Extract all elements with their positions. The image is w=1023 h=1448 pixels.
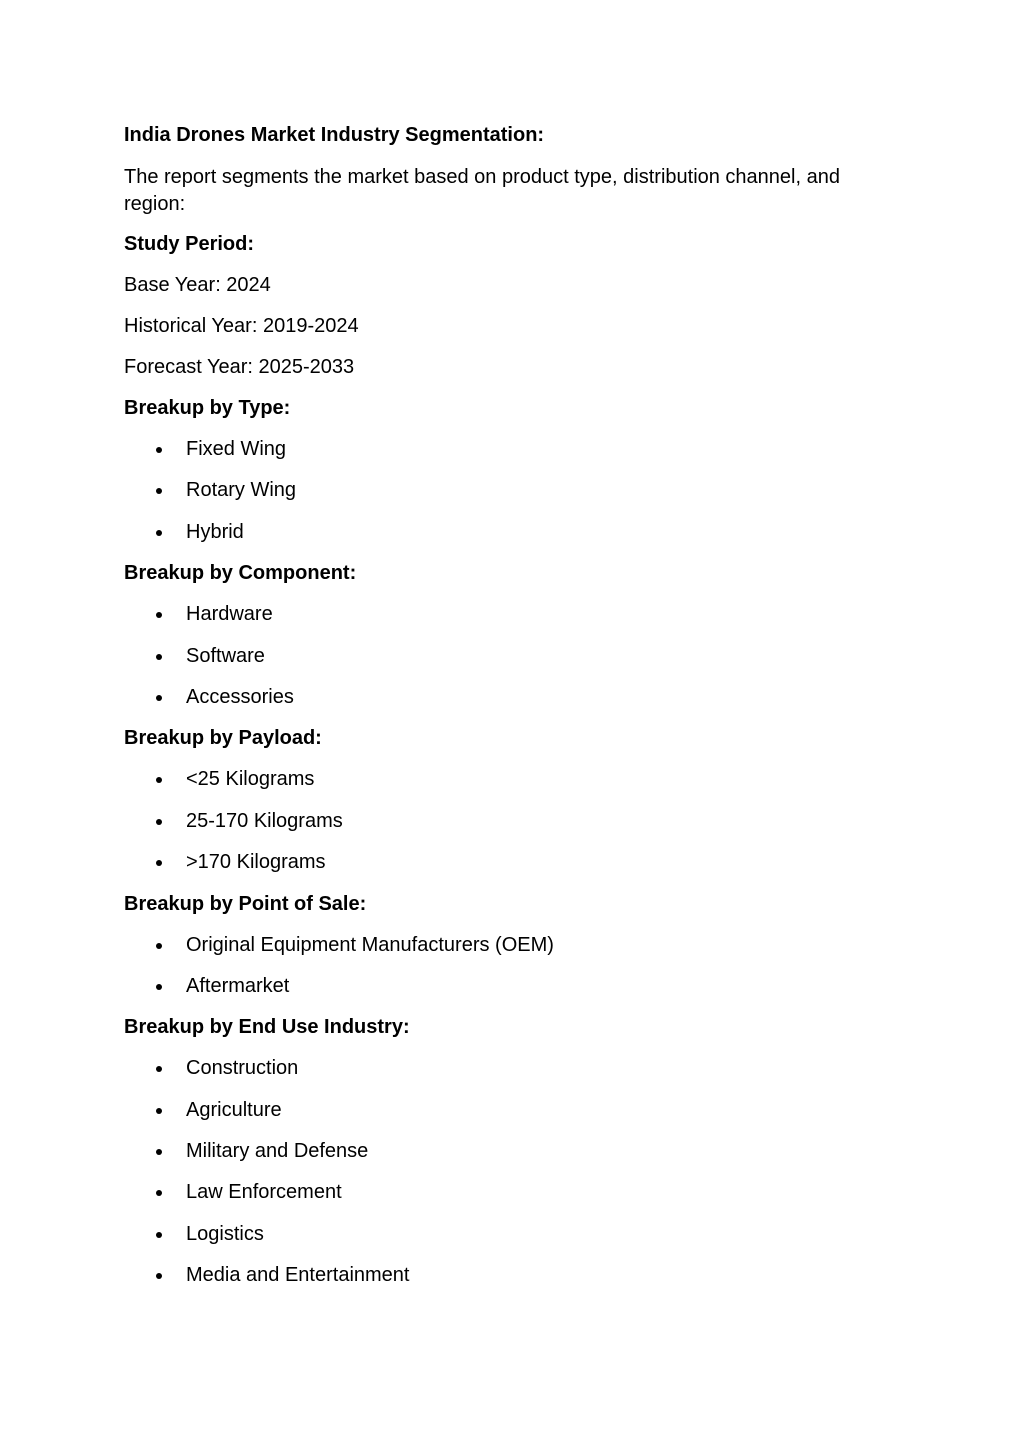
list-item (124, 974, 884, 998)
list-item (124, 520, 884, 544)
bullet-icon (156, 984, 162, 990)
list-item (124, 1222, 884, 1246)
list-item (124, 1139, 884, 1163)
document-page (124, 123, 884, 1305)
bullet-icon (156, 654, 162, 660)
list-item (124, 1180, 884, 1204)
list-item-label: Hybrid (186, 520, 244, 543)
list-item-label: 25-170 Kilograms (186, 809, 343, 832)
historical-year-text: Historical Year: 2019-2024 (124, 315, 359, 337)
list-item-label: Software (186, 644, 265, 667)
list-item-label: Fixed Wing (186, 438, 287, 460)
list-item-label: Construction (186, 1057, 299, 1080)
bullet-icon (156, 1149, 162, 1155)
list-item-label: Rotary Wing (186, 479, 297, 502)
list-item (124, 1056, 884, 1080)
component-list (124, 602, 884, 709)
bullet-icon (156, 447, 162, 453)
list-item-label: Aftermarket (186, 974, 290, 997)
list-item (124, 850, 884, 874)
bullet-icon (156, 488, 162, 494)
list-item (124, 1098, 884, 1122)
section-heading-point-of-sale: Breakup by Point of Sale: (124, 892, 367, 915)
list-item-label: Original Equipment Manufacturers (OEM) (186, 933, 554, 956)
list-item-label: Agriculture (186, 1098, 282, 1121)
bullet-icon (156, 1066, 162, 1072)
list-item (124, 809, 884, 833)
section-heading-end-use-industry: Breakup by End Use Industry: (124, 1016, 410, 1039)
section-heading-payload: Breakup by Payload: (124, 727, 322, 750)
list-item-label: Law Enforcement (186, 1181, 342, 1204)
list-item-label: Media and Entertainment (186, 1264, 410, 1287)
point-of-sale-list (124, 933, 884, 998)
bullet-icon (156, 1108, 162, 1114)
list-item (124, 602, 884, 626)
end-use-industry-list (124, 1056, 884, 1287)
list-item (124, 478, 884, 502)
intro-paragraph: The report segments the market based on product type, distribution channel, and region: (124, 166, 840, 215)
list-item (124, 933, 884, 957)
list-item-label: >170 Kilograms (186, 851, 326, 874)
document-title: India Drones Market Industry Segmentation: (124, 124, 545, 146)
list-item-label: Logistics (186, 1222, 264, 1245)
bullet-icon (156, 1190, 162, 1196)
type-list (124, 437, 884, 544)
bullet-icon (156, 777, 162, 783)
study-period-heading: Study Period: (124, 233, 255, 255)
base-year-text: Base Year: 2024 (124, 274, 271, 296)
payload-list (124, 767, 884, 874)
bullet-icon (156, 612, 162, 618)
list-item (124, 1263, 884, 1287)
bullet-icon (156, 819, 162, 825)
section-heading-type: Breakup by Type: (124, 397, 291, 419)
list-item (124, 437, 884, 461)
list-item-label: Military and Defense (186, 1140, 369, 1163)
list-item-label: <25 Kilograms (186, 768, 315, 791)
section-heading-component: Breakup by Component: (124, 562, 357, 585)
bullet-icon (156, 1273, 162, 1279)
list-item-label: Accessories (186, 685, 294, 708)
bullet-icon (156, 860, 162, 866)
list-item (124, 644, 884, 668)
bullet-icon (156, 530, 162, 536)
bullet-icon (156, 943, 162, 949)
list-item (124, 685, 884, 709)
list-item-label: Hardware (186, 603, 273, 626)
bullet-icon (156, 695, 162, 701)
list-item (124, 767, 884, 791)
forecast-year-text: Forecast Year: 2025-2033 (124, 356, 355, 378)
bullet-icon (156, 1232, 162, 1238)
